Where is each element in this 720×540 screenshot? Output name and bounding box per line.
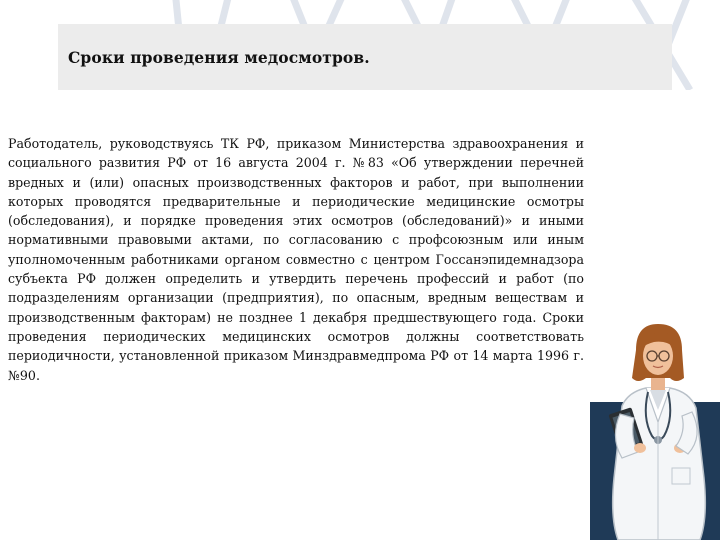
slide-body-text: Работодатель, руководствуясь ТК РФ, приказом Министерства здравоохранения и социального развития РФ от 16 августа 2004 г. №83 «Об утверждении перечней вредных и (или) опасных производственных факторов и работ, при выполнении которых проводятся предварительные и периодические медицинские осмотры (обследования), и порядке проведения этих осмотров (обследований)» и иными нормативными правовыми актами, по согласованию с профсоюзным или иным уполномоченным работниками органом совместно с центром Госсанэпидемнадзора субъекта РФ должен определить и утвердить перечень профессий и работ (по подразделениям организации (предприятия), по опасным, вредным веществам и производственным факторам) не позднее 1 декабря предшествующего года. Сроки проведения периодических медицинских осмотров должны соответствовать периодичности, установленной приказом Минздравмедпрома РФ от 14 марта 1996 г. №90. (8, 136, 584, 383)
slide-title: Сроки проведения медосмотров. (68, 47, 370, 67)
doctor-with-clipboard-icon (596, 318, 720, 540)
title-banner (58, 24, 672, 90)
